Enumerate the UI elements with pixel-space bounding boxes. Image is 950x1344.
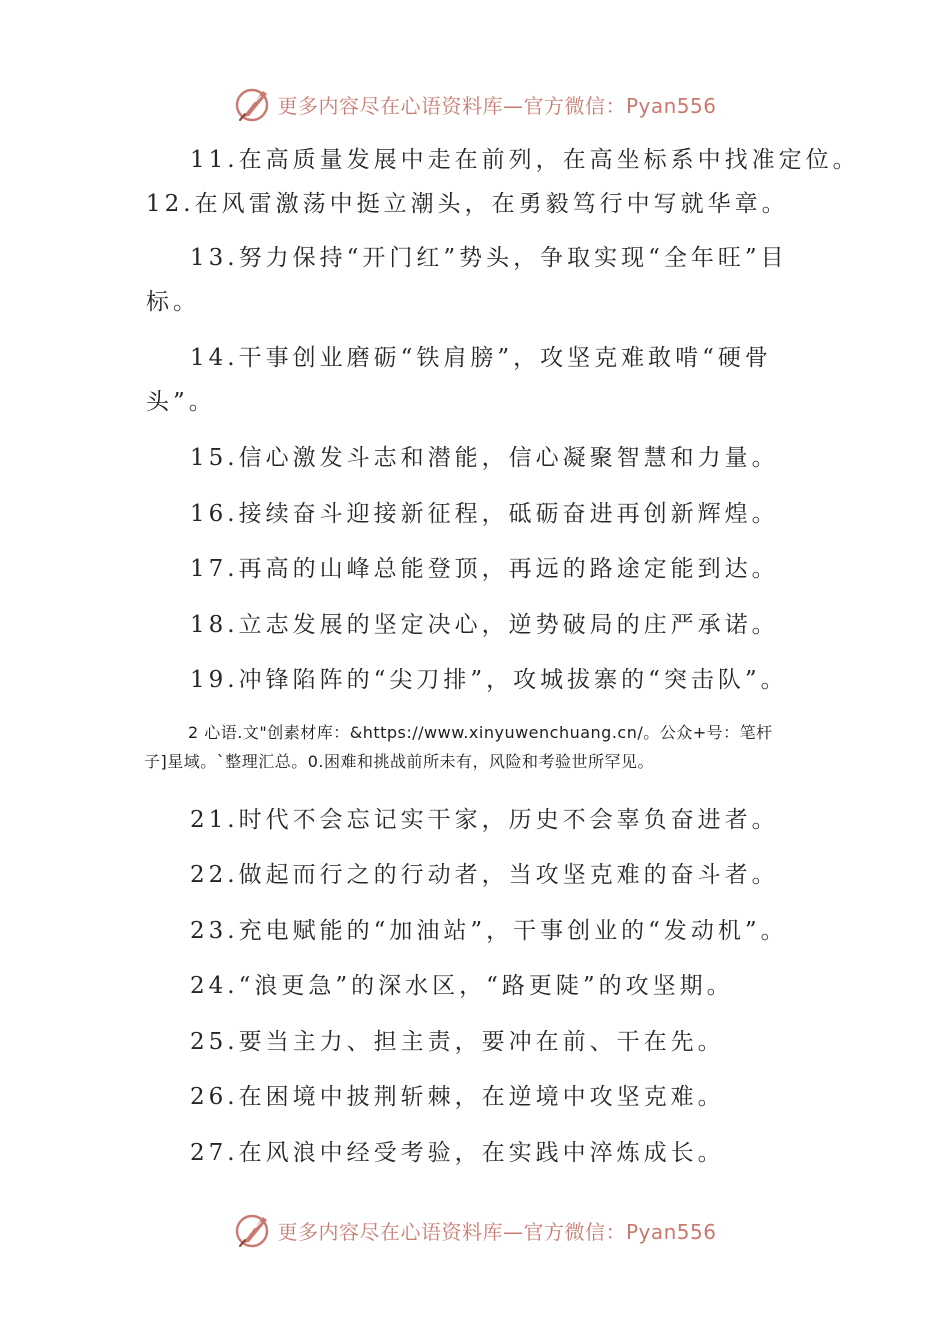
source-note-line-2: 子]星域。`整理汇总。0.困难和挑战前所未有，风险和考验世所罕见。 — [144, 752, 655, 771]
list-item-22: 22.做起而行之的行动者，当攻坚克难的奋斗者。 — [190, 862, 779, 888]
list-item-19: 19.冲锋陷阵的“尖刀排”，攻城拔寨的“突击队”。 — [190, 667, 788, 693]
footer-banner — [0, 1208, 950, 1252]
quill-logo-icon — [233, 84, 273, 124]
source-note — [144, 718, 814, 776]
list-item-17: 17.再高的山峰总能登顶，再远的路途定能到达。 — [190, 556, 779, 582]
list-item-24: 24.“浪更急”的深水区，“路更陡”的攻坚期。 — [190, 973, 734, 999]
list-item-23: 23.充电赋能的“加油站”，干事创业的“发动机”。 — [190, 918, 788, 944]
list-item-14: 14.干事创业磨砺“铁肩膀”，攻坚克难敢啃“硬骨头”。 — [146, 345, 772, 415]
list-item-12: 12.在风雷激荡中挺立潮头，在勇毅笃行中写就华章。 — [146, 191, 789, 217]
list-item-27: 27.在风浪中经受考验，在实践中淬炼成长。 — [190, 1140, 725, 1166]
quill-logo-icon — [233, 1210, 273, 1250]
footer-banner-text: 更多内容尽在心语资料库—官方微信：Pyan556 — [277, 1219, 717, 1244]
header-banner-text: 更多内容尽在心语资料库—官方微信：Pyan556 — [277, 93, 717, 118]
list-item-11: 11.在高质量发展中走在前列，在高坐标系中找准定位。 — [190, 147, 860, 173]
list-item-25: 25.要当主力、担主责，要冲在前、干在先。 — [190, 1029, 725, 1055]
list-item-13: 13.努力保持“开门红”势头，争取实现“全年旺”目标。 — [146, 245, 788, 315]
list-item-21: 21.时代不会忘记实干家，历史不会辜负奋进者。 — [190, 807, 779, 833]
list-item-15: 15.信心激发斗志和潜能，信心凝聚智慧和力量。 — [190, 445, 779, 471]
header-banner — [0, 82, 950, 126]
source-note-line-1: 2 心语.文"创素材库：&https://www.xinyuwenchuang.cn/。公众+号：笔杆 — [188, 723, 773, 742]
list-item-18: 18.立志发展的坚定决心，逆势破局的庄严承诺。 — [190, 612, 779, 638]
list-item-26: 26.在困境中披荆斩棘，在逆境中攻坚克难。 — [190, 1084, 725, 1110]
list-item-16: 16.接续奋斗迎接新征程，砥砺奋进再创新辉煌。 — [190, 501, 779, 527]
